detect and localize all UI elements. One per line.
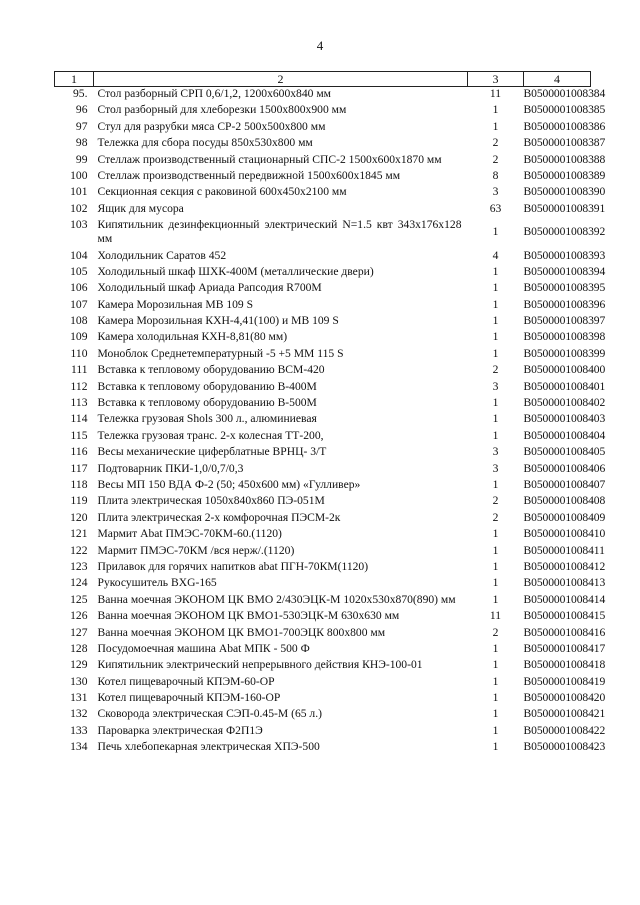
row-number: 118 [70,477,88,491]
inventory-code: В0500001008392 [523,225,606,239]
table-row [55,265,591,281]
item-quantity: 2 [492,136,499,150]
row-number: 107 [70,297,88,311]
inventory-code: В0500001008385 [523,103,606,117]
table-row [55,642,591,658]
table-body [55,87,606,757]
table-row [55,445,591,461]
table-row [55,593,591,609]
row-number: 114 [70,412,88,426]
inventory-code: В0500001008409 [523,510,606,524]
inventory-code: В0500001008412 [523,559,606,573]
inventory-code: В0500001008405 [523,445,606,459]
item-quantity: 1 [492,119,499,133]
item-quantity: 1 [492,428,499,442]
table-row [55,281,591,297]
inventory-code: В0500001008418 [523,658,606,672]
table-row [55,511,591,527]
inventory-code: В0500001008389 [523,168,606,182]
item-name: Ванна моечная ЭКОНОМ ЦК ВМО1-530ЭЦК-М 630х630 мм [97,609,400,623]
row-number: 122 [70,543,88,557]
item-name: Посудомоечная машина Abat МПК - 500 Ф [97,641,310,655]
item-quantity: 8 [492,168,499,182]
item-quantity: 1 [492,527,499,541]
item-name: Камера Морозильная МВ 109 S [97,297,254,311]
item-name: Плита электрическая 2-х комфорочная ПЭСМ-2к [97,510,341,524]
item-quantity: 1 [492,330,499,344]
item-quantity: 1 [492,592,499,606]
inventory-code: В0500001008407 [523,477,606,491]
table-row [55,218,591,248]
item-name: Вставка к тепловому оборудованию В-500М [97,396,317,410]
item-quantity: 1 [492,396,499,410]
table-row [55,658,591,674]
row-number: 111 [70,363,88,377]
inventory-code: В0500001008414 [523,592,606,606]
item-quantity: 11 [489,87,502,100]
row-number: 127 [70,625,88,639]
inventory-code: В0500001008413 [523,576,606,590]
row-number: 96 [75,103,88,117]
inventory-code: В0500001008390 [523,185,606,199]
table-row [55,136,591,152]
inventory-code: В0500001008384 [523,87,606,100]
inventory-code: В0500001008388 [523,152,606,166]
page-number: 4 [316,38,324,53]
item-name: Печь хлебопекарная электрическая ХПЭ-500 [97,740,320,754]
item-name: Ящик для мусора [97,201,184,215]
item-quantity: 4 [492,248,499,262]
inventory-code: В0500001008387 [523,136,606,150]
row-number: 95. [73,87,88,100]
item-name: Рукосушитель BXG-165 [97,576,217,590]
item-quantity: 1 [492,314,499,328]
item-name: Весы механические циферблатные ВРНЦ- 3/Т [97,445,327,459]
table-row [55,462,591,478]
row-number: 113 [70,396,88,410]
table-row [55,330,591,346]
item-name: Котел пищеварочный КПЭМ-60-ОР [97,674,275,688]
inventory-code: В0500001008411 [523,543,605,557]
row-number: 128 [70,641,88,655]
inventory-sheet [54,71,606,757]
table-row [55,347,591,363]
row-number: 123 [70,559,88,573]
row-number: 110 [70,346,88,360]
item-quantity: 1 [492,103,499,117]
item-name: Плита электрическая 1050х840х860 ПЭ-051М [97,494,325,508]
item-quantity: 1 [492,264,499,278]
inventory-code: В0500001008396 [523,297,606,311]
table-row [55,527,591,543]
inventory-code: В0500001008386 [523,119,606,133]
row-number: 131 [70,691,88,705]
row-number: 119 [70,494,88,508]
item-quantity: 1 [492,740,499,754]
row-number: 104 [70,248,88,262]
item-quantity: 1 [492,297,499,311]
inventory-code: В0500001008416 [523,625,606,639]
row-number: 106 [70,281,88,295]
row-number: 101 [70,185,88,199]
table-row [55,249,591,265]
table-row [55,103,591,119]
inventory-code: В0500001008398 [523,330,606,344]
item-quantity: 1 [492,225,499,239]
row-number: 112 [70,379,88,393]
item-quantity: 1 [492,658,499,672]
inventory-code: В0500001008421 [523,707,606,721]
row-number: 116 [70,445,88,459]
table-row [55,120,591,136]
item-name: Холодильный шкаф ШХК-400М (металлические двери) [97,264,374,278]
table-row [55,494,591,510]
item-name: Тележка грузовая транс. 2-х колесная ТТ-200, [97,428,324,442]
item-quantity: 2 [492,625,499,639]
item-quantity: 1 [492,412,499,426]
row-number: 124 [70,576,88,590]
table-row [55,560,591,576]
table-row [55,707,591,723]
table-row [55,380,591,396]
inventory-code: В0500001008400 [523,363,606,377]
inventory-code: В0500001008406 [523,461,606,475]
row-number: 121 [70,527,88,541]
item-name: Стеллаж производственный стационарный СПС-2 1500х600х1870 мм [97,152,442,166]
inventory-code: В0500001008415 [523,609,606,623]
item-name: Мармит Abat ПМЭС-70КМ-60.(1120) [97,527,282,541]
inventory-code: В0500001008402 [523,396,606,410]
inventory-code: В0500001008422 [523,723,606,737]
item-name: Секционная секция с раковиной 600х450х2100 мм [97,185,347,199]
header-cell-name: 2 [94,72,468,87]
item-quantity: 1 [492,281,499,295]
row-number: 109 [70,330,88,344]
table-row [55,544,591,560]
inventory-code: В0500001008401 [523,379,606,393]
inventory-code: В0500001008408 [523,494,606,508]
row-number: 103 [70,218,88,232]
header-cell-quantity: 3 [468,72,524,87]
item-name: Холодильный шкаф Ариада Рапсодия R700M [97,281,322,295]
item-quantity: 3 [492,461,499,475]
item-quantity: 1 [492,346,499,360]
item-name: Вставка к тепловому оборудованию В-400М [97,379,317,393]
item-name: Котел пищеварочный КПЭМ-160-ОР [97,691,281,705]
item-name: Сковорода электрическая СЭП-0.45-М (65 л.) [97,707,322,721]
inventory-code: В0500001008394 [523,264,606,278]
item-quantity: 1 [492,707,499,721]
inventory-table [54,71,606,757]
table-row [55,87,591,104]
table-row [55,675,591,691]
item-quantity: 1 [492,559,499,573]
row-number: 125 [70,592,88,606]
item-name: Стеллаж производственный передвижной 1500х600х1845 мм [97,168,401,182]
table-row [55,609,591,625]
table-row [55,412,591,428]
item-quantity: 3 [492,379,499,393]
item-quantity: 1 [492,641,499,655]
inventory-code: В0500001008395 [523,281,606,295]
table-row [55,169,591,185]
item-name: Моноблок Среднетемпературный -5 +5 ММ 115 S [97,346,344,360]
table-row [55,396,591,412]
row-number: 100 [70,168,88,182]
item-quantity: 11 [489,609,502,623]
inventory-code: В0500001008419 [523,674,606,688]
table-row [55,363,591,379]
inventory-code: В0500001008410 [523,527,606,541]
item-quantity: 1 [492,477,499,491]
item-quantity: 1 [492,543,499,557]
item-name: Прилавок для горячих напитков abat ПГН-70КМ(1120) [97,559,369,573]
item-name: Стул для разрубки мяса СР-2 500х500х800 мм [97,119,326,133]
table-row [55,626,591,642]
item-name: Ванна моечная ЭКОНОМ ЦК ВМО 2/430ЭЦК-М 1020х530х870(890) мм [97,592,456,606]
item-quantity: 3 [492,445,499,459]
item-name: Стол разборный для хлеборезки 1500х800х900 мм [97,103,347,117]
item-quantity: 1 [492,723,499,737]
item-quantity: 1 [492,691,499,705]
row-number: 132 [70,707,88,721]
item-name: Подтоварник ПКИ-1,0/0,7/0,3 [97,461,244,475]
item-name: Мармит ПМЭС-70КМ /вся нерж/.(1120) [97,543,295,557]
row-number: 130 [70,674,88,688]
inventory-code: В0500001008417 [523,641,606,655]
inventory-code: В0500001008423 [523,740,606,754]
item-name: Пароварка электрическая Ф2П1Э [97,723,263,737]
header-cell-code: 4 [524,72,591,87]
item-name: Тележка грузовая Shols 300 л., алюминиевая [97,412,317,426]
table-row [55,478,591,494]
table-row [55,429,591,445]
inventory-code: В0500001008391 [523,201,606,215]
table-row [55,314,591,330]
header-row [55,72,591,87]
row-number: 133 [70,723,88,737]
item-name: Весы МП 150 ВДА Ф-2 (50; 450х600 мм) «Гулливер» [97,477,361,491]
row-number: 98 [75,136,88,150]
inventory-code: В0500001008399 [523,346,606,360]
table-header [55,72,591,87]
row-number: 97 [75,119,88,133]
row-number: 134 [70,740,88,754]
item-quantity: 3 [492,185,499,199]
table-row [55,691,591,707]
row-number: 99 [75,152,88,166]
inventory-code: В0500001008403 [523,412,606,426]
item-name: Ванна моечная ЭКОНОМ ЦК ВМО1-700ЭЦК 800х800 мм [97,625,386,639]
inventory-code: В0500001008397 [523,314,606,328]
item-name: Вставка к тепловому оборудованию ВСМ-420 [97,363,325,377]
row-number: 105 [70,264,88,278]
table-row [55,153,591,169]
row-number: 115 [70,428,88,442]
item-quantity: 2 [492,494,499,508]
row-number: 120 [70,510,88,524]
item-quantity: 2 [492,510,499,524]
inventory-code: В0500001008393 [523,248,606,262]
item-name: Камера Морозильная КХН-4,41(100) и МВ 109 S [97,314,339,328]
table-row [55,724,591,740]
table-row [55,298,591,314]
row-number: 102 [70,201,88,215]
item-quantity: 2 [492,363,499,377]
item-name: Холодильник Саратов 452 [97,248,227,262]
table-row [55,576,591,592]
item-name: Стол разборный СРП 0,6/1,2, 1200х600х840 мм [97,87,332,100]
item-name: Кипятильник электрический непрерывного действия КНЭ-100-01 [97,658,423,672]
item-quantity: 63 [489,201,502,215]
table-row [55,185,591,201]
inventory-code: В0500001008404 [523,428,606,442]
item-name: Тележка для сбора посуды 850х530х800 мм [97,136,313,150]
table-row [55,202,591,218]
item-name: Камера холодильная КХН-8,81(80 мм) [97,330,288,344]
row-number: 108 [70,314,88,328]
item-quantity: 1 [492,576,499,590]
item-quantity: 2 [492,152,499,166]
item-name: Кипятильник дезинфекционный электрический N=1.5 квт 343х176х128 мм [97,218,462,246]
header-cell-number: 1 [55,72,94,87]
row-number: 117 [70,461,88,475]
table-row [55,740,591,756]
row-number: 129 [70,658,88,672]
row-number: 126 [70,609,88,623]
item-quantity: 1 [492,674,499,688]
inventory-code: В0500001008420 [523,691,606,705]
